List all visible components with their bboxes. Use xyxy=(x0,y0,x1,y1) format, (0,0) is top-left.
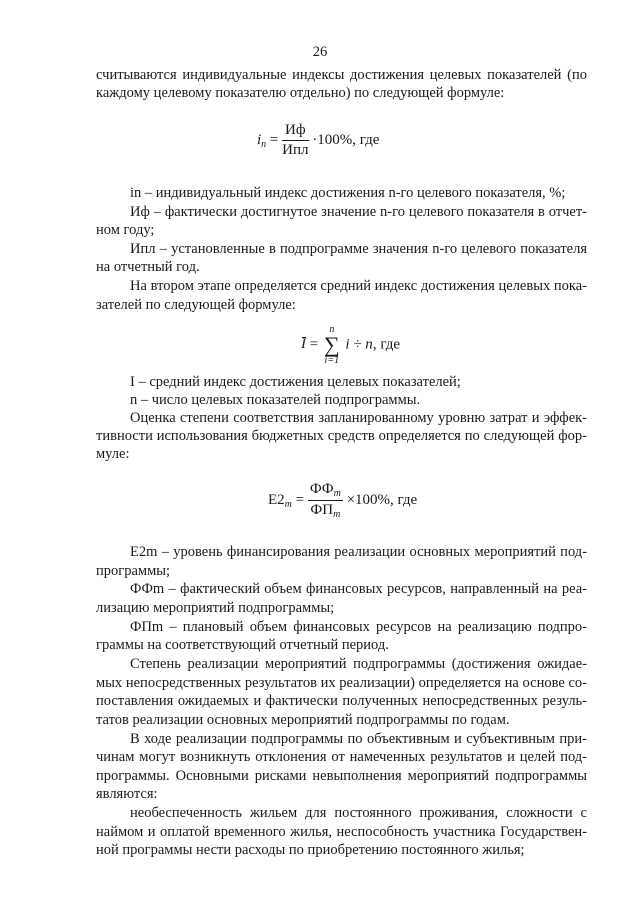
formula2-lower-limit: i=1 xyxy=(324,355,340,366)
text-line: E2m – уровень финансирования реализации основных мероприятий под- xyxy=(130,544,587,560)
text-line: Степень реализации мероприятий подпрограммы (достижения ожидае- xyxy=(130,655,587,672)
formula2-upper-limit: n xyxy=(329,324,335,335)
formula3-den-base: ФП xyxy=(310,502,334,518)
formula1-lhs-sub: n xyxy=(261,138,267,150)
text-line: Иф – фактически достигнутое значение n-го целевого показателя в отчет- xyxy=(130,203,587,220)
text-line: ном году; xyxy=(96,222,155,239)
text-line: ФПm – плановый объем финансовых ресурсов на реализацию подпро- xyxy=(130,618,587,635)
formula3-numerator xyxy=(308,481,343,501)
text-line: программы; xyxy=(96,562,171,579)
formula2-lhs: I xyxy=(301,336,306,353)
text-line: Оценка степени соответствия запланированному уровню затрат и эффек- xyxy=(130,410,587,426)
text-line: В ходе реализации подпрограммы по объективным и субъективным при- xyxy=(130,730,587,747)
text-line: наймом и оплатой временного жилья, неспособность участника Государствен- xyxy=(96,823,587,840)
text-line: мых непосредственных результатов их реализации) определяется на основе со- xyxy=(96,674,587,691)
formula3-lhs: E2 xyxy=(268,491,285,508)
formula1-numerator: Иф xyxy=(282,122,308,141)
formula2-tail: , где xyxy=(372,336,401,353)
text-line: Ипл – установленные в подпрограмме значения n-го целевого показателя xyxy=(130,240,587,257)
page-number: 26 xyxy=(312,44,328,60)
formula3-num-sub: m xyxy=(333,488,341,499)
formula-financing-level xyxy=(268,481,417,520)
formula3-num-base: ФФ xyxy=(309,481,334,497)
formula3-denominator xyxy=(308,501,343,520)
formula2-sigma: ∑ xyxy=(323,332,340,357)
formula2-body: i ÷ n xyxy=(345,336,373,353)
formula-average-index xyxy=(301,324,400,366)
formula1-denominator: Ипл xyxy=(282,142,309,158)
formula3-eq: = xyxy=(295,491,305,508)
text-line: муле: xyxy=(96,446,130,462)
text-line: чинам могут возникнуть отклонения от намеченных результатов и целей под- xyxy=(96,749,587,766)
text-line: I – средний индекс достижения целевых показателей; xyxy=(130,374,461,390)
text-line: являются: xyxy=(96,786,158,803)
formula-individual-index xyxy=(257,122,379,159)
text-line: лизацию мероприятий подпрограммы; xyxy=(96,599,335,616)
formula1-tail: ·100%, где xyxy=(312,131,380,148)
formula2-sum xyxy=(324,324,340,366)
formula3-tail: ×100%, где xyxy=(346,491,418,508)
text-line: ФФm – фактический объем финансовых ресурсов, направленный на реа- xyxy=(130,581,587,598)
text-line: граммы на соответствующий отчетный период. xyxy=(96,637,389,654)
text-line: зателей по следующей формуле: xyxy=(96,296,296,313)
formula1-lhs: i xyxy=(257,131,262,148)
text-line: каждому целевому показателю отдельно) по следующей формуле: xyxy=(96,84,505,101)
text-line: тивности использования бюджетных средств определяется по следующей фор- xyxy=(96,428,587,444)
formula2-eq: = xyxy=(309,336,319,353)
text-line: in – индивидуальный индекс достижения n-го целевого показателя, %; xyxy=(130,185,566,201)
text-line: программы. Основными рисками невыполнения мероприятий подпрограммы xyxy=(96,767,587,784)
text-line: На втором этапе определяется средний индекс достижения целевых пока- xyxy=(130,278,587,294)
formula3-den-sub: m xyxy=(333,509,341,520)
formula1-fraction xyxy=(282,122,308,159)
formula1-eq: = xyxy=(269,131,279,148)
text-line: n – число целевых показателей подпрограммы. xyxy=(130,392,421,408)
text-line: необеспеченность жильем для постоянного проживания, сложности с xyxy=(130,805,587,822)
formula3-lhs-sub: m xyxy=(284,498,292,510)
text-line: на отчетный год. xyxy=(96,259,200,276)
text-line: считываются индивидуальные индексы достижения целевых показателей (по xyxy=(96,67,587,83)
text-line: ной программы нести расходы по приобретению постоянного жилья; xyxy=(96,842,525,859)
formula3-fraction xyxy=(308,481,343,520)
text-line: татов реализации основных мероприятий подпрограммы по годам. xyxy=(96,711,510,728)
text-line: поставления ожидаемых и фактически полученных непосредственных резуль- xyxy=(96,693,587,710)
